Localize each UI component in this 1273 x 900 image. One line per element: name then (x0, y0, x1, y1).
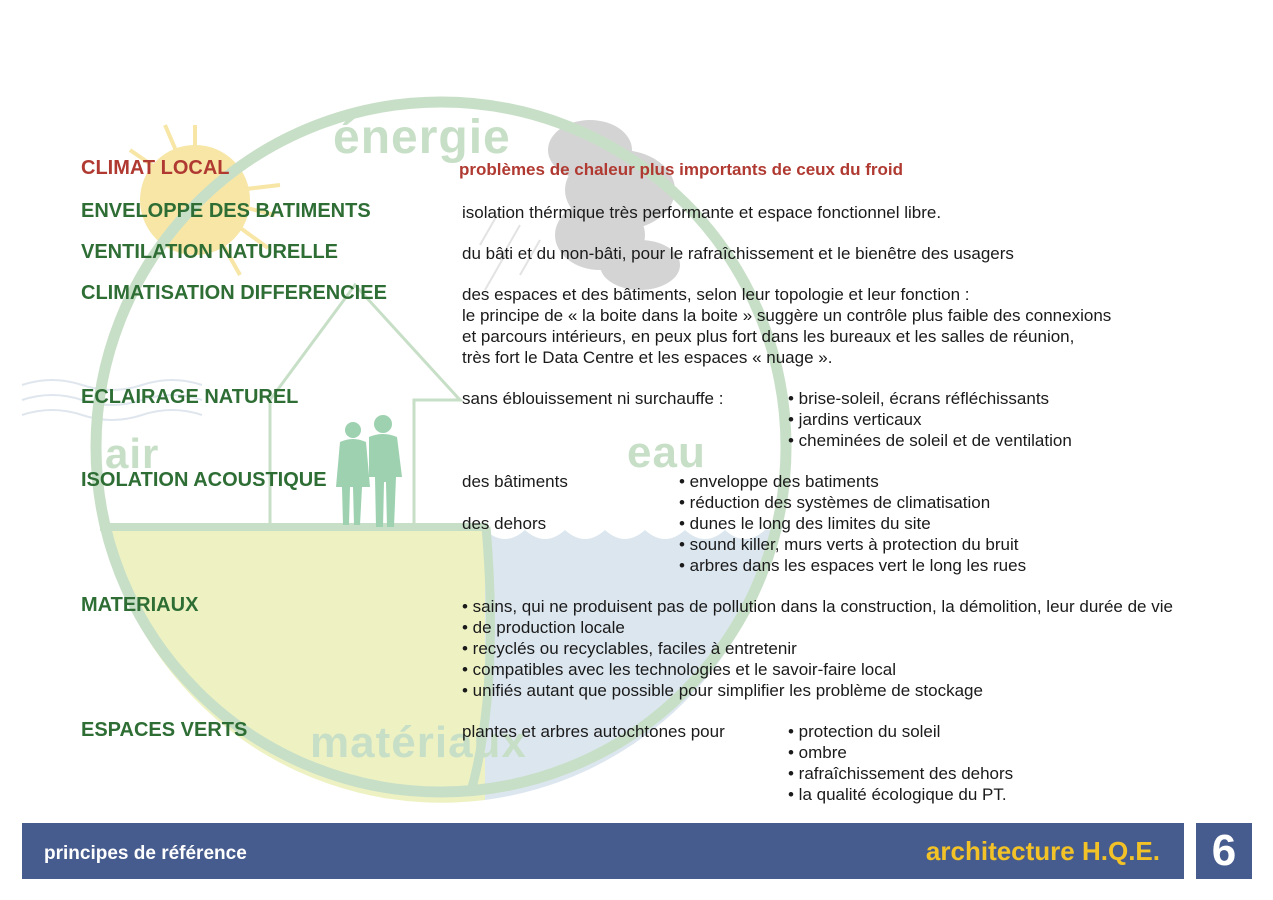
heading-enveloppe: ENVELOPPE DES BATIMENTS (81, 200, 371, 222)
eclairage-bullets (788, 388, 1072, 451)
list-item: • compatibles avec les technologies et le savoir-faire local (462, 660, 896, 679)
list-item: • enveloppe des batiments (679, 472, 879, 491)
list-item: • dunes le long des limites du site (679, 514, 931, 533)
list-item: • la qualité écologique du PT. (788, 785, 1007, 804)
list-item: • jardins verticaux (788, 410, 922, 429)
list-item: • de production locale (462, 618, 625, 637)
climatisation-line: et parcours intérieurs, en peux plus fort dans les bureaux et les salles de réunion, (462, 327, 1075, 346)
climatisation-line: le principe de « la boite dans la boite » suggère un contrôle plus faible des connexions (462, 306, 1112, 325)
list-item: • ombre (788, 743, 847, 762)
heading-climatisation: CLIMATISATION DIFFERENCIEE (81, 282, 387, 304)
footer-subtitle: principes de référence (44, 843, 247, 864)
people-icon (336, 415, 402, 527)
footer-title: architecture H.Q.E. (925, 836, 1160, 866)
list-item: • sains, qui ne produisent pas de pollution dans la construction, la démolition, leur durée de vie (462, 597, 1173, 616)
heading-materiaux: MATERIAUX (81, 594, 199, 616)
list-item: • unifiés autant que possible pour simplifier les problème de stockage (462, 681, 983, 700)
ventilation-text: du bâti et du non-bâti, pour le rafraîchissement et le bienêtre des usagers (462, 244, 1014, 263)
heading-acoustique: ISOLATION ACOUSTIQUE (81, 469, 327, 491)
heading-climat-local: CLIMAT LOCAL (81, 157, 230, 179)
list-item: • sound killer, murs verts à protection du bruit (679, 535, 1019, 554)
climatisation-line: des espaces et des bâtiments, selon leur topologie et leur fonction : (462, 285, 970, 304)
acoustique-label-batiments: des bâtiments (462, 472, 568, 491)
heading-eclairage: ECLAIRAGE NATUREL (81, 386, 299, 408)
footer-bar (22, 823, 1184, 879)
climatisation-line: très fort le Data Centre et les espaces « nuage ». (462, 348, 833, 367)
watermark-energie: énergie (333, 111, 511, 164)
acoustique-bullets-dehors (679, 513, 1026, 576)
eclairage-text: sans éblouissement ni surchauffe : (462, 389, 724, 408)
materiaux-bullets (462, 596, 1173, 701)
watermark-air: air (105, 430, 160, 477)
espaces-verts-bullets (788, 721, 1013, 805)
watermark-materiaux: matériaux (310, 718, 527, 767)
acoustique-label-dehors: des dehors (462, 514, 547, 533)
list-item: • recyclés ou recyclables, faciles à entretenir (462, 639, 797, 658)
list-item: • rafraîchissement des dehors (788, 764, 1014, 783)
list-item: • cheminées de soleil et de ventilation (788, 431, 1072, 450)
espaces-verts-text: plantes et arbres autochtones pour (462, 722, 725, 741)
heading-ventilation: VENTILATION NATURELLE (81, 241, 339, 263)
list-item: • protection du soleil (788, 722, 941, 741)
list-item: • arbres dans les espaces vert le long les rues (679, 556, 1027, 575)
watermark-eau: eau (627, 428, 706, 477)
heading-espaces-verts: ESPACES VERTS (81, 719, 248, 741)
enveloppe-text: isolation thérmique très performante et espace fonctionnel libre. (462, 203, 942, 222)
list-item: • réduction des systèmes de climatisation (679, 493, 991, 512)
page-number: 6 (1196, 823, 1252, 879)
list-item: • brise-soleil, écrans réfléchissants (788, 389, 1050, 408)
acoustique-bullets-batiments (679, 471, 990, 513)
climatisation-text (462, 284, 1111, 368)
climat-local-text: problèmes de chaleur plus importants de ceux du froid (459, 160, 903, 179)
